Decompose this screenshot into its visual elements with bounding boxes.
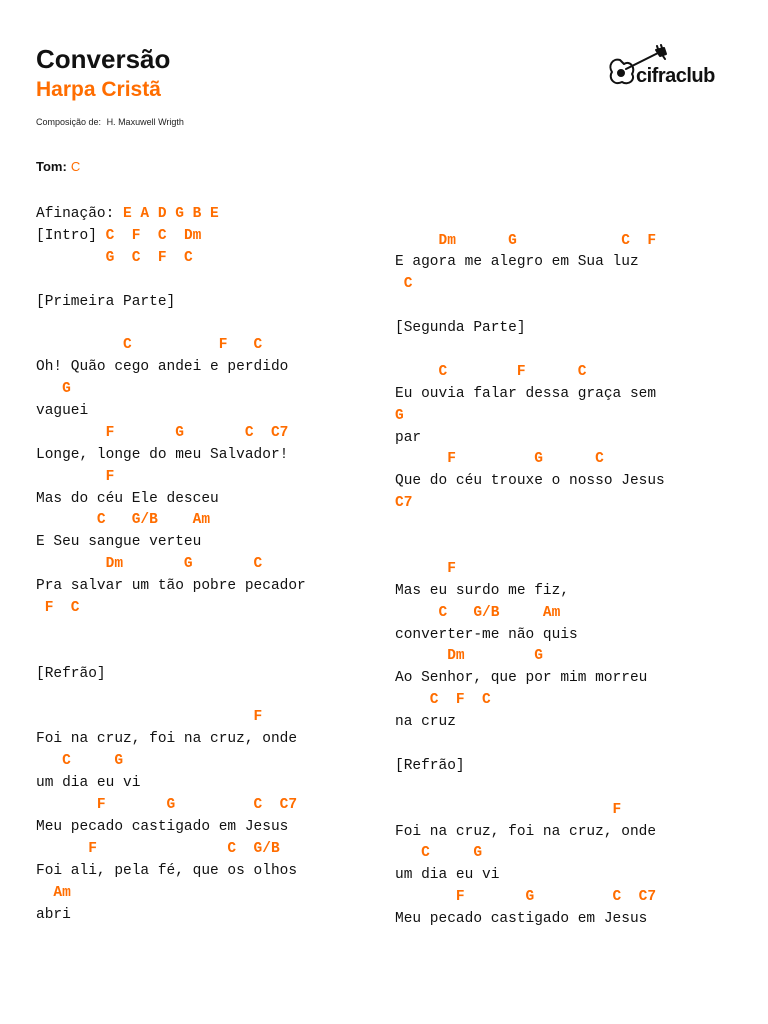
line-text: Oh! Quão cego andei e perdido: [36, 359, 289, 376]
artist-name[interactable]: Harpa Cristã: [36, 78, 161, 101]
line-text: Afinação:: [36, 206, 124, 222]
chord-line: [395, 274, 665, 296]
lyric-line: [36, 576, 306, 598]
chord-line: [395, 493, 665, 515]
lyric-line: [36, 401, 306, 423]
chord-text[interactable]: C F C: [36, 337, 263, 354]
line-text: abri: [36, 906, 71, 923]
chord-line: [36, 883, 306, 905]
lyric-line: [36, 204, 306, 226]
composer-name: H. Maxuwell Wrigth: [106, 117, 184, 127]
logo-text: cifraclub: [636, 65, 715, 87]
blank-line: [395, 778, 665, 800]
line-text: Foi na cruz, foi na cruz, onde: [395, 823, 657, 840]
line-text: par: [395, 429, 422, 446]
line-text: Foi na cruz, foi na cruz, onde: [36, 731, 298, 748]
line-text: Ao Senhor, que por mim morreu: [395, 670, 648, 687]
line-text: vaguei: [36, 403, 89, 420]
chord-text[interactable]: G: [36, 381, 71, 398]
line-text: Que do céu trouxe o nosso Jesus: [395, 473, 665, 490]
chord-text[interactable]: F: [36, 709, 263, 726]
lyric-line: [395, 822, 665, 844]
chord-text[interactable]: Am: [36, 884, 71, 901]
chord-line: [36, 554, 306, 576]
chord-line: [36, 839, 306, 861]
chord-text[interactable]: Dm G C: [36, 556, 263, 573]
chord-text[interactable]: F C: [36, 600, 80, 617]
lyric-line: [36, 445, 306, 467]
lyric-line: [36, 226, 306, 248]
chord-text[interactable]: C G/B Am: [395, 604, 561, 621]
lyric-line: [395, 668, 665, 690]
lyric-line: [395, 865, 665, 887]
line-text: Mas do céu Ele desceu: [36, 490, 219, 507]
chord-text[interactable]: G C F C: [105, 249, 193, 266]
chord-text[interactable]: F G C C7: [395, 889, 657, 906]
line-text: Eu ouvia falar dessa graça sem: [395, 385, 657, 402]
line-text: um dia eu vi: [395, 867, 500, 884]
chord-line: [36, 751, 306, 773]
chord-line: [36, 598, 306, 620]
lyric-line: [395, 581, 665, 603]
lyric-line: [36, 532, 306, 554]
line-text: Meu pecado castigado em Jesus: [395, 911, 648, 928]
blank-line: [36, 620, 306, 642]
chord-column-right: [395, 231, 665, 932]
chord-text[interactable]: F: [395, 560, 456, 577]
chord-line: [395, 559, 665, 581]
blank-line: [395, 537, 665, 559]
lyric-line: [36, 817, 306, 839]
chord-text[interactable]: F G C C7: [36, 424, 289, 441]
line-text: E agora me alegro em Sua luz: [395, 254, 639, 271]
lyric-line: [395, 625, 665, 647]
lyric-line: [36, 292, 306, 314]
chord-text[interactable]: G: [395, 407, 404, 424]
line-text: converter-me não quis: [395, 626, 578, 643]
lyric-line: [395, 384, 665, 406]
line-text: Foi ali, pela fé, que os olhos: [36, 862, 298, 879]
chord-line: [36, 510, 306, 532]
chord-line: [395, 449, 665, 471]
line-text: [Intro]: [36, 227, 106, 244]
line-text: [Refrão]: [395, 757, 465, 774]
blank-line: [36, 270, 306, 292]
lyric-line: [36, 248, 306, 270]
chord-text[interactable]: E A D G B E: [123, 206, 219, 222]
blank-line: [395, 296, 665, 318]
lyric-line: [395, 252, 665, 274]
lyric-line: [395, 471, 665, 493]
chord-line: [395, 887, 665, 909]
chord-text[interactable]: Dm G C F: [395, 232, 657, 249]
lyric-line: [395, 318, 665, 340]
line-text: [Refrão]: [36, 665, 106, 682]
key-label: Tom:: [36, 159, 67, 174]
chord-text[interactable]: F: [36, 468, 115, 485]
chord-line: [395, 603, 665, 625]
line-text: Mas eu surdo me fiz,: [395, 582, 570, 599]
chord-line: [36, 335, 306, 357]
chord-text[interactable]: C G: [36, 753, 124, 770]
chord-line: [395, 800, 665, 822]
blank-line: [36, 313, 306, 335]
lyric-line: [395, 909, 665, 931]
composer-label: Composição de:: [36, 117, 102, 127]
song-title: Conversão: [36, 44, 171, 74]
key-value[interactable]: C: [70, 159, 81, 174]
blank-line: [36, 642, 306, 664]
line-text: na cruz: [395, 714, 456, 731]
chord-text[interactable]: C F C: [395, 692, 491, 709]
chord-line: [36, 423, 306, 445]
chord-line: [36, 795, 306, 817]
chord-line: [36, 707, 306, 729]
chord-line: [395, 362, 665, 384]
chord-text[interactable]: F: [395, 801, 622, 818]
chord-line: [395, 646, 665, 668]
lyric-line: [36, 905, 306, 927]
lyric-line: [36, 664, 306, 686]
chord-column-left: [36, 204, 306, 926]
line-text: Meu pecado castigado em Jesus: [36, 818, 289, 835]
chord-line: [395, 406, 665, 428]
key-line: [36, 158, 80, 176]
blank-line: [36, 686, 306, 708]
chord-text[interactable]: C: [395, 276, 413, 293]
lyric-line: [36, 729, 306, 751]
chord-text[interactable]: F C G/B: [36, 840, 280, 857]
chord-line: [395, 231, 665, 253]
lyric-line: [395, 712, 665, 734]
composer-credit: [36, 116, 184, 128]
chord-line: [395, 843, 665, 865]
blank-line: [395, 515, 665, 537]
lyric-line: [36, 357, 306, 379]
lyric-line: [36, 773, 306, 795]
chord-text[interactable]: C F C: [395, 363, 587, 380]
chord-line: [36, 467, 306, 489]
line-text: Longe, longe do meu Salvador!: [36, 446, 289, 463]
line-text: E Seu sangue verteu: [36, 534, 202, 551]
chord-line: [395, 690, 665, 712]
chord-text[interactable]: C G/B Am: [36, 512, 211, 529]
lyric-line: [36, 861, 306, 883]
chord-text[interactable]: F G C: [395, 451, 604, 468]
lyric-line: [395, 428, 665, 450]
blank-line: [395, 340, 665, 362]
line-text: Pra salvar um tão pobre pecador: [36, 578, 306, 595]
chord-line: [36, 379, 306, 401]
line-text: [36, 250, 106, 266]
chord-text[interactable]: C7: [395, 495, 413, 512]
lyric-line: [36, 489, 306, 511]
chord-text[interactable]: Dm G: [395, 648, 543, 665]
chord-text[interactable]: C G: [395, 845, 483, 862]
lyric-line: [395, 756, 665, 778]
line-text: [Primeira Parte]: [36, 293, 176, 310]
blank-line: [395, 734, 665, 756]
chord-text[interactable]: F G C C7: [36, 797, 298, 814]
line-text: um dia eu vi: [36, 775, 141, 792]
line-text: [Segunda Parte]: [395, 320, 526, 337]
chord-text[interactable]: C F C Dm: [105, 227, 202, 244]
cifraclub-logo[interactable]: [606, 44, 722, 92]
